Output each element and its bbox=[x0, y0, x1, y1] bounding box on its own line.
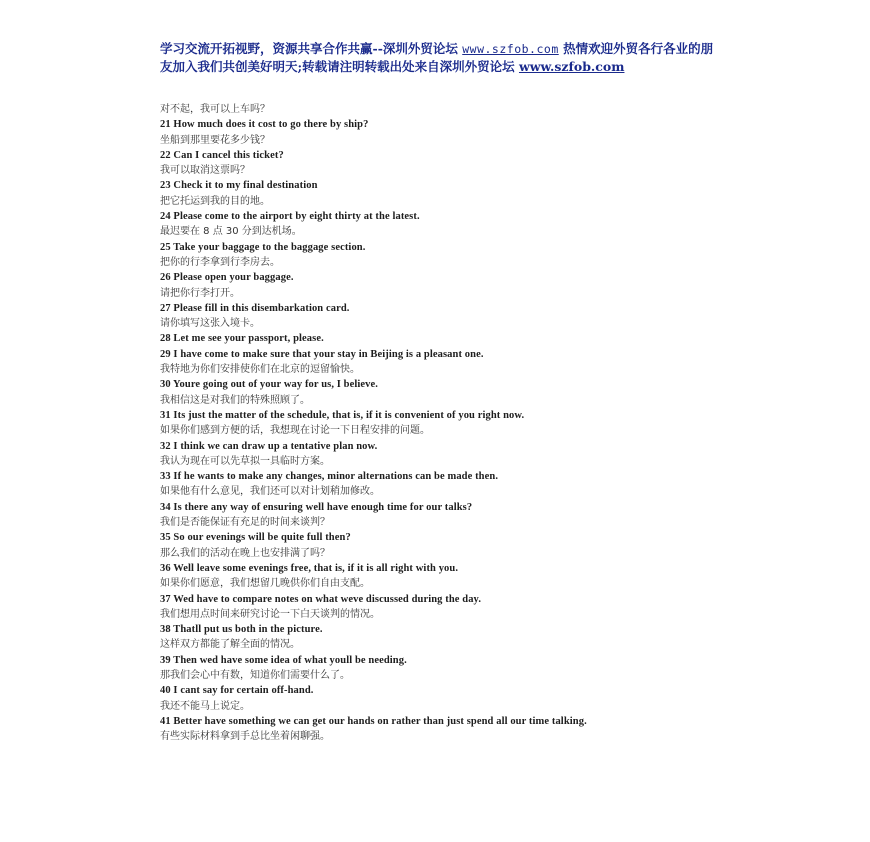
english-phrase: 28 Let me see your passport, please. bbox=[160, 333, 324, 345]
chinese-translation: 如果他有什么意见，我们还可以对计划稍加修改。 bbox=[160, 486, 380, 498]
chinese-translation: 这样双方都能了解全面的情况。 bbox=[160, 639, 300, 651]
english-phrase: 25 Take your baggage to the baggage section. bbox=[160, 241, 366, 253]
chinese-translation: 我们想用点时间来研究讨论一下白天谈判的情况。 bbox=[160, 608, 380, 620]
english-phrase: 34 Is there any way of ensuring well have enough time for our talks? bbox=[160, 501, 473, 513]
english-phrase: 40 I cant say for certain off-hand. bbox=[160, 685, 314, 697]
english-phrase: 33 If he wants to make any changes, minor alternations can be made then. bbox=[160, 471, 499, 483]
chinese-translation: 那么我们的活动在晚上也安排满了吗？ bbox=[160, 547, 330, 559]
chinese-translation: 把它托运到我的目的地。 bbox=[160, 195, 270, 207]
chinese-translation: 我还不能马上说定。 bbox=[160, 700, 250, 712]
english-phrase: 29 I have come to make sure that your stay in Beijing is a pleasant one. bbox=[160, 348, 484, 360]
english-phrase: 37 Wed have to compare notes on what weve discussed during the day. bbox=[160, 593, 482, 605]
english-phrase: 39 Then wed have some idea of what youll be needing. bbox=[160, 654, 407, 666]
english-phrase: 22 Can I cancel this ticket? bbox=[160, 149, 284, 161]
chinese-translation: 请把你行李打开。 bbox=[160, 287, 240, 299]
english-phrase: 24 Please come to the airport by eight thirty at the latest. bbox=[160, 211, 420, 223]
english-phrase: 30 Youre going out of your way for us, I believe. bbox=[160, 379, 379, 391]
chinese-translation: 有些实际材料拿到手总比坐着闲聊强。 bbox=[160, 731, 330, 743]
forum-link[interactable]: www.szfob.com bbox=[462, 42, 559, 56]
banner-text-welcome: 热情欢迎外贸各行各业的朋友加入我们共创美好明天;转载请注明转载出处来自深圳外贸论坛 bbox=[160, 41, 714, 74]
english-phrase: 26 Please open your baggage. bbox=[160, 272, 294, 284]
english-phrase: 38 Thatll put us both in the picture. bbox=[160, 624, 323, 636]
chinese-translation: 我特地为你们安排使你们在北京的逗留愉快。 bbox=[160, 364, 360, 376]
chinese-translation: 坐船到那里要花多少钱？ bbox=[160, 134, 270, 146]
english-phrase: 36 Well leave some evenings free, that is, if it is all right with you. bbox=[160, 562, 459, 574]
chinese-translation: 最迟要在 8 点 30 分到达机场。 bbox=[160, 226, 302, 238]
english-phrase: 35 So our evenings will be quite full then? bbox=[160, 532, 351, 544]
chinese-translation: 对不起，我可以上车吗？ bbox=[160, 104, 270, 115]
english-phrase: 23 Check it to my final destination bbox=[160, 180, 318, 192]
chinese-translation: 那我们会心中有数，知道你们需要什么了。 bbox=[160, 669, 350, 681]
forum-banner bbox=[160, 40, 720, 76]
chinese-translation: 如果你们感到方便的话，我想现在讨论一下日程安排的问题。 bbox=[160, 425, 430, 437]
banner-text-intro: 学习交流开拓视野，资源共享合作共赢--深圳外贸论坛 bbox=[160, 41, 463, 56]
chinese-translation: 我相信这是对我们的特殊照顾了。 bbox=[160, 394, 310, 406]
english-phrase: 31 Its just the matter of the schedule, that is, if it is convenient of you right now. bbox=[160, 409, 525, 421]
english-phrase: 21 How much does it cost to go there by ship? bbox=[160, 119, 369, 131]
english-phrase: 41 Better have something we can get our hands on rather than just spend all our time talking. bbox=[160, 715, 587, 727]
chinese-translation: 把你的行李拿到行李房去。 bbox=[160, 256, 280, 268]
phrase-list bbox=[160, 102, 720, 744]
chinese-translation: 我认为现在可以先草拟一具临时方案。 bbox=[160, 455, 330, 467]
english-phrase: 32 I think we can draw up a tentative plan now. bbox=[160, 440, 378, 452]
chinese-translation: 如果你们愿意，我们想留几晚供你们自由支配。 bbox=[160, 578, 370, 590]
chinese-translation: 我可以取消这票吗？ bbox=[160, 165, 250, 177]
chinese-translation: 请你填写这张入境卡。 bbox=[160, 318, 260, 330]
english-phrase: 27 Please fill in this disembarkation card. bbox=[160, 302, 350, 314]
chinese-translation: 我们是否能保证有充足的时间来谈判？ bbox=[160, 517, 330, 529]
forum-link-bold[interactable]: www.szfob.com bbox=[518, 59, 625, 74]
